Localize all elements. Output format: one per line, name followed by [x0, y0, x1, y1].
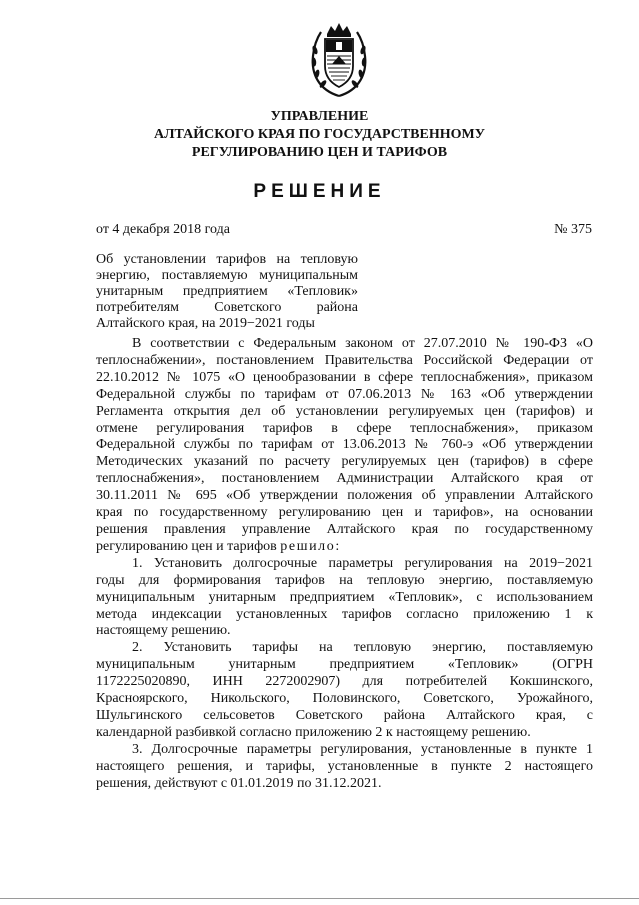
body-line: края по государственному регулированию цен и тарифов», на основании [96, 505, 593, 521]
body-line: 1172225020890, ИНН 2272002907) для потребителей Кокшинского, [96, 674, 593, 690]
org-line-1: УПРАВЛЕНИЕ [270, 109, 369, 124]
document-number: № 375 [554, 222, 592, 237]
altai-krai-coat-of-arms-icon [309, 20, 369, 100]
body-line: 1. Установить долгосрочные параметры регулирования на 2019−2021 [132, 555, 593, 571]
body-text: регулированию цен и тарифов [96, 538, 277, 554]
body-line: настоящего решения, и тарифы, установленные в пункте 2 настоящего [96, 758, 593, 774]
body-line: решения, действуют с 01.01.2019 по 31.12.2021. [96, 775, 382, 791]
body-line: метода индексации установленных тарифов согласно приложению 1 к [96, 606, 593, 622]
subject-line: потребителям Советского района [96, 300, 358, 315]
body-line: 3. Долгосрочные параметры регулирования, установленные в пункте 1 [132, 741, 593, 757]
body-line: муниципальным унитарным предприятием «Тепловик», с использованием [96, 589, 593, 605]
document-body [96, 336, 593, 792]
body-line: Федеральной службы по тарифам от 13.06.2013 № 760-э «Об утверждении [96, 437, 593, 453]
organization-name [60, 108, 579, 162]
subject-line: унитарным предприятием «Тепловик» [96, 284, 358, 299]
body-line: теплоснабжения», постановлением Администрации Алтайского края от [96, 471, 593, 487]
body-line [96, 539, 593, 556]
body-line: отмене регулирования тарифов в сфере теплоснабжения», приказом [96, 420, 593, 436]
subject-line: энергию, поставляемую муниципальным [96, 268, 358, 283]
document-subject [96, 252, 358, 332]
org-line-2: АЛТАЙСКОГО КРАЯ ПО ГОСУДАРСТВЕННОМУ [154, 127, 485, 142]
org-line-3: РЕГУЛИРОВАНИЮ ЦЕН И ТАРИФОВ [191, 145, 448, 160]
body-line: теплоснабжении», постановлением Правительства Российской Федерации от [96, 352, 593, 368]
body-line: календарной разбивкой согласно приложению 2 к настоящему решению. [96, 724, 531, 740]
body-line: Методических указаний по расчету регулируемых цен (тарифов) в сфере [96, 454, 593, 470]
document-title: РЕШЕНИЕ [253, 181, 386, 202]
document-date: от 4 декабря 2018 года [96, 222, 230, 237]
body-line: муниципальным унитарным предприятием «Тепловик» (ОГРН [96, 657, 593, 673]
body-line: Шульгинского сельсоветов Советского района Алтайского края, с [96, 707, 593, 723]
body-line: 30.11.2011 № 695 «Об утверждении положения об управлении Алтайского [96, 488, 593, 504]
body-line: Красноярского, Никольского, Половинского, Советского, Урожайного, [96, 691, 593, 707]
body-line: Федеральной службы по тарифам от 07.06.2013 № 163 «Об утверждении [96, 386, 593, 402]
subject-line: Алтайского края, на 2019−2021 годы [96, 316, 315, 331]
body-line: настоящему решению. [96, 623, 231, 639]
resolution-word: решило: [280, 538, 341, 554]
body-line: Регламента открытия дел об установлении регулируемых цен (тарифов) и [96, 403, 593, 419]
subject-line: Об установлении тарифов на тепловую [96, 252, 358, 267]
body-line: годы для формирования тарифов на тепловую энергию, поставляемую [96, 572, 593, 588]
page-bottom-divider [0, 898, 639, 899]
body-line: 2. Установить тарифы на тепловую энергию, поставляемую [132, 640, 593, 656]
body-line: 22.10.2012 № 1075 «О ценообразовании в сфере теплоснабжения», приказом [96, 369, 593, 385]
body-line: В соответствии с Федеральным законом от 27.07.2010 № 190-ФЗ «О [132, 336, 593, 351]
body-line: решения правления управление Алтайского края по государственному [96, 521, 593, 537]
